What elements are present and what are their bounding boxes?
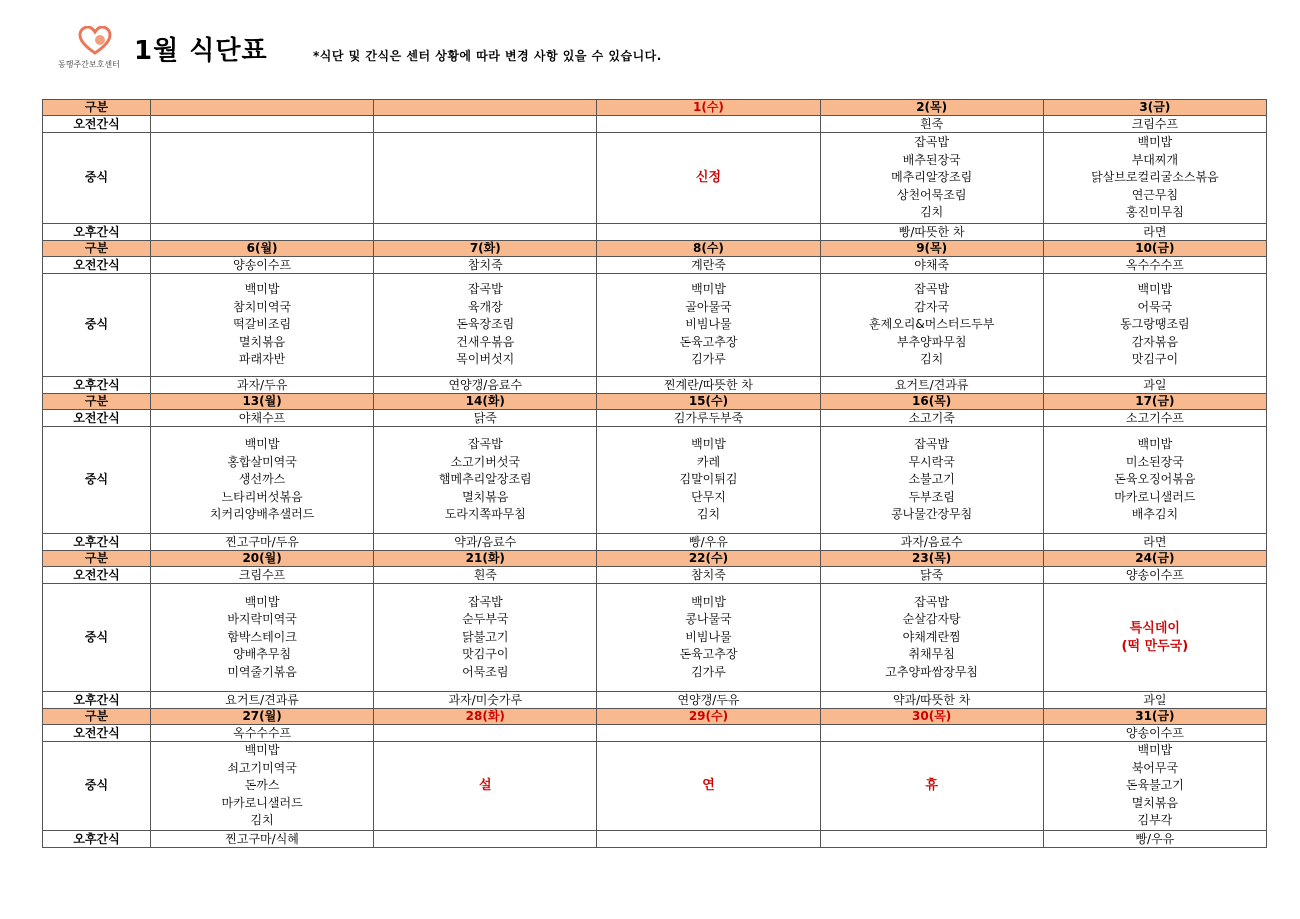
lunch-special-text: 연 [702,778,715,793]
lunch-menu-item: 돈까스 [244,778,280,792]
menu-table [42,99,1267,848]
lunch-menu-item: 돈육오징어볶음 [1114,472,1196,487]
pm-snack-cell: 약과/따뜻한 차 [820,692,1043,709]
lunch-menu-item: 순살감자탕 [902,612,961,627]
pm-snack-cell: 빵/우유 [1043,830,1266,847]
lunch-menu-item: 돈육고추장 [679,334,738,349]
pm-snack-row [43,534,1267,551]
am-snack-cell [374,725,597,742]
date-cell: 28(화) [374,709,597,725]
row-label-lunch: 중식 [43,742,151,831]
lunch-menu-item: 잡곡밥 [914,594,950,609]
row-label-am-snack: 오전간식 [43,725,151,742]
am-snack-cell: 크림수프 [151,567,374,584]
lunch-menu-item: 멸치볶음 [462,489,509,504]
row-label-am-snack: 오전간식 [43,116,151,133]
lunch-menu-item: 어묵국 [1137,299,1173,314]
lunch-menu-item: 김부각 [1137,813,1173,827]
lunch-menu-item: 감자볶음 [1131,334,1179,349]
lunch-menu-item: 순두부국 [462,612,509,627]
lunch-menu-item: 쇠고기미역국 [227,760,297,775]
date-cell: 13(월) [151,394,374,410]
pm-snack-row [43,830,1267,847]
lunch-menu-item: 고추양파쌈장무침 [885,664,979,679]
date-cell: 30(목) [820,709,1043,725]
lunch-menu-item: 멸치볶음 [238,334,286,349]
pm-snack-cell: 과자/미숫가루 [374,692,597,709]
lunch-menu-item: 취채무침 [908,647,955,662]
lunch-menu-item: 콩나물국 [685,612,732,627]
row-label-pm-snack: 오후간식 [43,224,151,241]
lunch-menu-item: 부대찌개 [1131,152,1179,167]
date-cell: 6(월) [151,241,374,257]
lunch-cell [374,133,597,224]
lunch-row [43,427,1267,534]
lunch-cell [820,133,1043,224]
lunch-menu-item: 잡곡밥 [914,437,950,452]
lunch-menu-item: 느타리버섯볶음 [221,489,303,504]
lunch-menu-item: 육개장 [467,299,503,314]
row-label-am-snack: 오전간식 [43,257,151,274]
am-snack-cell: 소고기죽 [820,410,1043,427]
lunch-cell [374,274,597,377]
am-snack-cell: 야채수프 [151,410,374,427]
am-snack-row [43,116,1267,133]
lunch-cell [597,742,820,831]
am-snack-row [43,567,1267,584]
lunch-menu-item: 백미밥 [1137,282,1173,297]
lunch-menu-item: 김치 [920,352,944,367]
lunch-menu-item: 야채계란찜 [902,629,961,644]
pm-snack-cell: 라면 [1043,534,1266,551]
lunch-menu-item: 잡곡밥 [467,282,503,297]
am-snack-cell [374,116,597,133]
lunch-row [43,274,1267,377]
date-cell: 31(금) [1043,709,1266,725]
am-snack-cell: 참치죽 [374,257,597,274]
row-label-lunch: 중식 [43,427,151,534]
lunch-cell [1043,584,1266,692]
lunch-menu-item: 멸치볶음 [1131,795,1179,810]
lunch-menu-item: 배추김치 [1131,507,1179,522]
lunch-menu-item: 마카로니샐러드 [1114,489,1196,504]
row-label-am-snack: 오전간식 [43,567,151,584]
lunch-menu-item: 부추양파무침 [896,334,967,349]
week-header-row [43,551,1267,567]
lunch-menu-item: 백미밥 [691,282,726,297]
lunch-cell [374,427,597,534]
lunch-special-text: 특식데이 (떡 만두국) [1121,621,1189,654]
lunch-special-text: 설 [479,778,492,793]
lunch-menu-item: 함박스테이크 [227,629,297,644]
pm-snack-cell: 요거트/견과류 [820,377,1043,394]
lunch-menu-item: 백미밥 [244,282,280,297]
lunch-cell [597,427,820,534]
lunch-menu-item: 백미밥 [244,594,280,609]
lunch-menu-item: 미역줄기볶음 [227,664,297,679]
lunch-menu-item: 김치 [250,813,274,827]
date-cell: 14(화) [374,394,597,410]
date-cell: 2(목) [820,100,1043,116]
lunch-menu-item: 돈육불고기 [1125,778,1184,792]
am-snack-row [43,410,1267,427]
lunch-menu-item: 백미밥 [244,743,280,757]
lunch-menu-item: 생선까스 [238,472,286,487]
lunch-cell [151,274,374,377]
row-label-lunch: 중식 [43,274,151,377]
lunch-menu-item: 김치 [696,507,721,522]
am-snack-cell: 계란죽 [597,257,820,274]
lunch-special-text: 휴 [925,778,938,793]
am-snack-row [43,725,1267,742]
date-cell: 20(월) [151,551,374,567]
pm-snack-cell: 과일 [1043,377,1266,394]
lunch-menu-item: 잡곡밥 [914,282,950,297]
lunch-row [43,742,1267,831]
lunch-menu-item: 돈육장조림 [456,317,515,332]
date-cell: 8(수) [597,241,820,257]
pm-snack-cell [151,224,374,241]
lunch-menu-item: 비빔나물 [685,629,732,644]
pm-snack-cell: 라면 [1043,224,1266,241]
date-cell: 16(목) [820,394,1043,410]
date-cell: 9(목) [820,241,1043,257]
am-snack-cell: 양송이수프 [151,257,374,274]
date-cell: 21(화) [374,551,597,567]
pm-snack-cell: 과자/두유 [151,377,374,394]
lunch-menu-item: 맛김구이 [1131,352,1179,367]
lunch-menu-item: 마카로니샐러드 [221,795,303,810]
lunch-menu-item: 상천어묵조림 [896,187,967,202]
row-label-header: 구분 [43,709,151,725]
lunch-menu-item: 어묵조림 [462,664,509,679]
pm-snack-cell: 약과/음료수 [374,534,597,551]
lunch-menu-item: 바지락미역국 [227,612,297,627]
lunch-cell [820,742,1043,831]
lunch-cell [597,584,820,692]
lunch-menu-item: 북어무국 [1131,760,1179,775]
lunch-menu-item: 닭살브로컬리굴소스볶음 [1091,170,1219,185]
pm-snack-cell [597,224,820,241]
pm-snack-cell: 요거트/견과류 [151,692,374,709]
lunch-menu-item: 홍진미무침 [1125,205,1184,220]
lunch-menu-item: 홍합살미역국 [227,454,297,469]
week-header-row [43,100,1267,116]
date-cell [374,100,597,116]
lunch-menu-item: 메추리알장조림 [891,170,973,185]
am-snack-cell: 소고기수프 [1043,410,1266,427]
lunch-cell [820,274,1043,377]
pm-snack-cell: 빵/우유 [597,534,820,551]
row-label-header: 구분 [43,394,151,410]
lunch-menu-item: 백미밥 [1137,743,1173,757]
am-snack-cell [597,116,820,133]
lunch-menu-item: 건새우볶음 [456,334,515,349]
week-header-row [43,709,1267,725]
row-label-header: 구분 [43,551,151,567]
pm-snack-row [43,377,1267,394]
am-snack-cell: 참치죽 [597,567,820,584]
date-cell: 1(수) [597,100,820,116]
pm-snack-cell [374,830,597,847]
org-logo [58,26,142,70]
lunch-menu-item: 콩나물간장무침 [891,507,973,522]
lunch-cell [151,584,374,692]
lunch-menu-item: 닭불고기 [462,629,509,644]
lunch-cell [597,133,820,224]
pm-snack-cell: 과일 [1043,692,1266,709]
lunch-row [43,584,1267,692]
date-cell: 27(월) [151,709,374,725]
lunch-cell [597,274,820,377]
lunch-menu-item: 훈제오리&머스터드두부 [869,317,995,332]
lunch-menu-item: 백미밥 [1137,135,1173,150]
lunch-menu-item: 미소된장국 [1125,454,1184,469]
am-snack-cell [151,116,374,133]
lunch-menu-item: 백미밥 [691,594,726,609]
lunch-cell [151,133,374,224]
pm-snack-cell [820,830,1043,847]
lunch-menu-item: 감자국 [914,299,950,314]
am-snack-cell: 양송이수프 [1043,567,1266,584]
lunch-row [43,133,1267,224]
am-snack-cell: 흰죽 [820,116,1043,133]
lunch-menu-item: 백미밥 [691,437,726,452]
row-label-pm-snack: 오후간식 [43,830,151,847]
am-snack-cell: 닭죽 [374,410,597,427]
lunch-menu-item: 김가루 [691,352,726,367]
am-snack-cell: 닭죽 [820,567,1043,584]
date-cell: 10(금) [1043,241,1266,257]
date-cell: 29(수) [597,709,820,725]
am-snack-cell: 크림수프 [1043,116,1266,133]
lunch-menu-item: 김말이튀김 [679,472,738,487]
date-cell: 23(목) [820,551,1043,567]
pm-snack-cell [374,224,597,241]
lunch-menu-item: 목이버섯지 [456,352,515,367]
am-snack-cell [820,725,1043,742]
lunch-menu-item: 도라지쪽파무침 [444,507,526,522]
lunch-menu-item: 잡곡밥 [467,437,503,452]
lunch-menu-item: 두부조림 [908,489,955,504]
lunch-menu-item: 파래자반 [238,352,286,367]
pm-snack-cell [597,830,820,847]
lunch-menu-item: 잡곡밥 [914,135,950,150]
row-label-pm-snack: 오후간식 [43,692,151,709]
org-name: 동행주간보호센터 [58,60,120,69]
pm-snack-cell: 연양갱/음료수 [374,377,597,394]
lunch-menu-item: 백미밥 [1137,437,1173,452]
row-label-lunch: 중식 [43,584,151,692]
lunch-menu-item: 배추된장국 [902,152,961,167]
date-cell: 24(금) [1043,551,1266,567]
lunch-cell [820,427,1043,534]
lunch-menu-item: 김치 [920,205,944,220]
heart-logo-icon [78,26,112,56]
row-label-lunch: 중식 [43,133,151,224]
lunch-cell [151,742,374,831]
pm-snack-cell: 찐고구마/두유 [151,534,374,551]
week-header-row [43,394,1267,410]
am-snack-row [43,257,1267,274]
am-snack-cell: 야채죽 [820,257,1043,274]
lunch-cell [1043,427,1266,534]
lunch-menu-item: 맛김구이 [462,647,509,662]
lunch-cell [1043,274,1266,377]
lunch-menu-item: 소불고기 [908,472,955,487]
row-label-am-snack: 오전간식 [43,410,151,427]
lunch-cell [1043,133,1266,224]
lunch-menu-item: 떡갈비조림 [233,317,292,332]
lunch-menu-item: 카레 [696,454,721,469]
date-cell [151,100,374,116]
date-cell: 15(수) [597,394,820,410]
lunch-menu-item: 돈육고추장 [679,647,738,662]
row-label-header: 구분 [43,100,151,116]
pm-snack-cell: 찐고구마/식혜 [151,830,374,847]
lunch-special-text: 신정 [695,170,722,186]
pm-snack-cell: 과자/음료수 [820,534,1043,551]
date-cell: 7(화) [374,241,597,257]
lunch-menu-item: 단무지 [691,489,726,504]
am-snack-cell: 흰죽 [374,567,597,584]
lunch-menu-item: 김가루 [691,664,726,679]
am-snack-cell: 김가루두부죽 [597,410,820,427]
pm-snack-row [43,692,1267,709]
lunch-menu-item: 소고기버섯국 [450,454,521,469]
lunch-menu-item: 잡곡밥 [467,594,503,609]
lunch-menu-item: 치커리양배추샐러드 [209,507,315,522]
lunch-menu-item: 비빔나물 [685,317,732,332]
row-label-pm-snack: 오후간식 [43,534,151,551]
pm-snack-cell: 찐계란/따뜻한 차 [597,377,820,394]
pm-snack-row [43,224,1267,241]
am-snack-cell: 옥수수수프 [151,725,374,742]
week-header-row [43,241,1267,257]
row-label-header: 구분 [43,241,151,257]
lunch-menu-item: 연근무침 [1131,187,1179,202]
lunch-menu-item: 양배추무침 [233,647,292,662]
date-cell: 3(금) [1043,100,1266,116]
lunch-menu-item: 백미밥 [244,437,280,452]
pm-snack-cell: 빵/따뜻한 차 [820,224,1043,241]
pm-snack-cell: 연양갱/두유 [597,692,820,709]
menu-notice: *식단 및 간식은 센터 상황에 따라 변경 사항 있을 수 있습니다. [313,49,662,63]
lunch-cell [820,584,1043,692]
lunch-menu-item: 골아물국 [685,299,732,314]
date-cell: 22(수) [597,551,820,567]
lunch-cell [374,742,597,831]
lunch-menu-item: 햄메추리알장조림 [438,472,532,487]
row-label-pm-snack: 오후간식 [43,377,151,394]
am-snack-cell [597,725,820,742]
lunch-cell [151,427,374,534]
am-snack-cell: 옥수수수프 [1043,257,1266,274]
lunch-menu-item: 무시락국 [908,454,955,469]
lunch-cell [374,584,597,692]
date-cell: 17(금) [1043,394,1266,410]
lunch-menu-item: 동그랑땡조림 [1120,317,1190,332]
lunch-menu-item: 참치미역국 [233,299,292,314]
lunch-cell [1043,742,1266,831]
am-snack-cell: 양송이수프 [1043,725,1266,742]
page-title: 1월 식단표 [134,36,268,66]
